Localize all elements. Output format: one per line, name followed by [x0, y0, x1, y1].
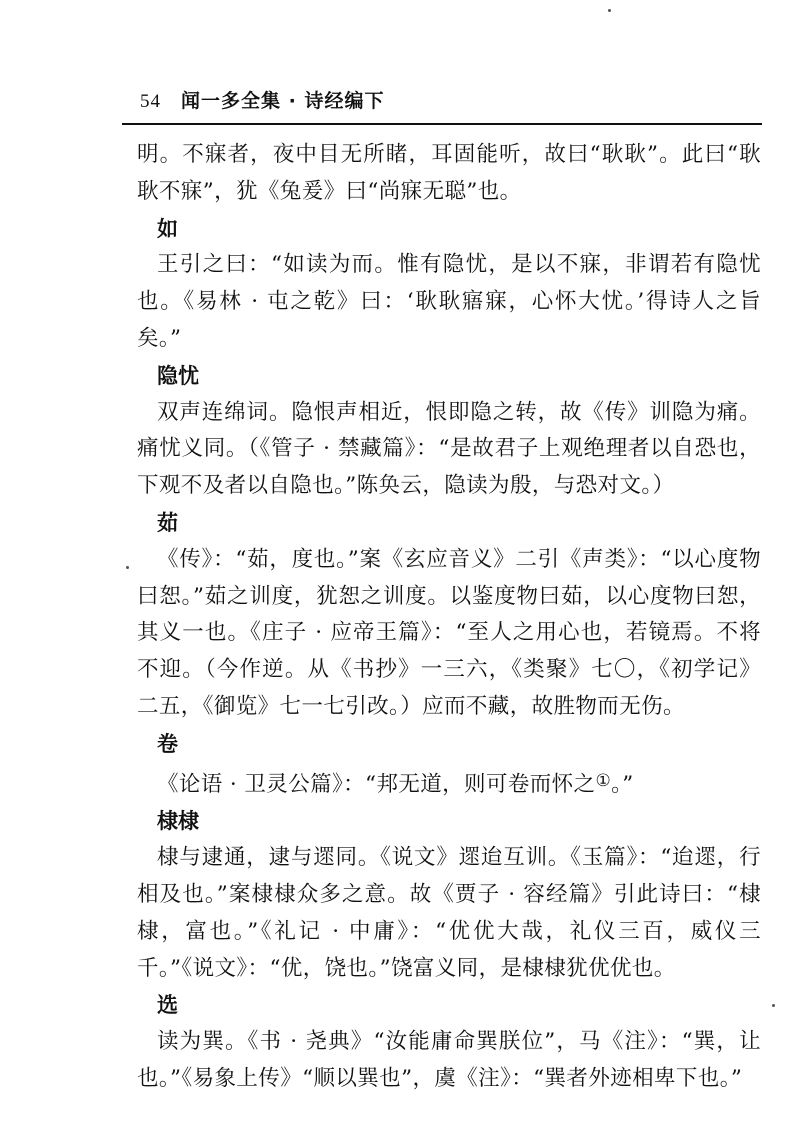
- paragraph-juan-text: 《论语 · 卫灵公篇》：“邦无道，则可卷而怀之: [157, 771, 596, 797]
- scan-speck: [126, 566, 129, 569]
- entry-heading-juan: 卷: [157, 731, 178, 756]
- scan-speck: [772, 1004, 775, 1007]
- entry-heading-yinyou: 隐忧: [157, 363, 199, 388]
- paragraph-juan: [137, 763, 761, 804]
- entry-heading-ru: 如: [157, 216, 178, 241]
- paragraph-yinyou: 双声连绵词。隐恨声相近，恨即隐之转，故《传》训隐为痛。痛忧义同。（《管子 · 禁藏篇》：“是故君子上观绝理者以自恐也，下观不及者以自隐也。”陈奂云，隐读为殷，与恐对文。）: [137, 399, 761, 499]
- paragraph-ru: 王引之曰：“如读为而。惟有隐忧，是以不寐，非谓若有隐忧也。《易林 · 屯之乾》曰：‘耿耿寤寐，心怀大忧。’得诗人之旨矣。”: [137, 252, 761, 351]
- paragraph-xuan: 读为巽。《书 · 尧典》“汝能庸命巽朕位”，马《注》：“巽，让也。”《易象上传》“顺以巽也”，虞《注》：“巽者外迹相卑下也。”: [137, 1029, 761, 1091]
- paragraph-daidai: 棣与逮通，逮与遝同。《说文》遝迨互训。《玉篇》：“迨遝，行相及也。”案棣棣众多之意。故《贾子 · 容经篇》引此诗曰：“棣棣，富也。”《礼记 · 中庸》：“优优大哉，礼仪三百，威仪三千。”《说文》：“优，饶也。”饶富义同，是棣棣犹优优也。: [137, 845, 761, 981]
- paragraph-ru2: 《传》：“茹，度也。”案《玄应音义》二引《声类》：“以心度物曰恕。”茹之训度，犹恕之训度。以鉴度物曰茹，以心度物曰恕，其义一也。《庄子 · 应帝王篇》：“至人之用心也，若镜焉。不将不迎。（今作逆。从《书抄》一三六，《类聚》七〇，《初学记》二五，《御览》七一七引改。）应而不藏，故胜物而无伤。: [137, 546, 761, 719]
- entry-heading-xuan: 选: [157, 993, 178, 1018]
- entry-heading-daidai: 棣棣: [157, 809, 199, 834]
- book-title: 闻一多全集 · 诗经编下: [181, 90, 385, 112]
- running-header: [140, 86, 384, 113]
- paragraph-continued: 明。不寐者，夜中目无所睹，耳固能听，故曰“耿耿”。此曰“耿耿不寐”，犹《兔爰》曰“尚寐无聪”也。: [137, 142, 761, 204]
- entry-heading-ru2: 茹: [157, 510, 178, 535]
- scan-speck: [608, 9, 611, 12]
- footnote-marker[interactable]: ①: [595, 770, 612, 791]
- header-rule: [122, 123, 762, 125]
- page-body: [137, 137, 761, 1098]
- page-number: 54: [140, 91, 161, 112]
- paragraph-juan-end: 。”: [611, 771, 634, 797]
